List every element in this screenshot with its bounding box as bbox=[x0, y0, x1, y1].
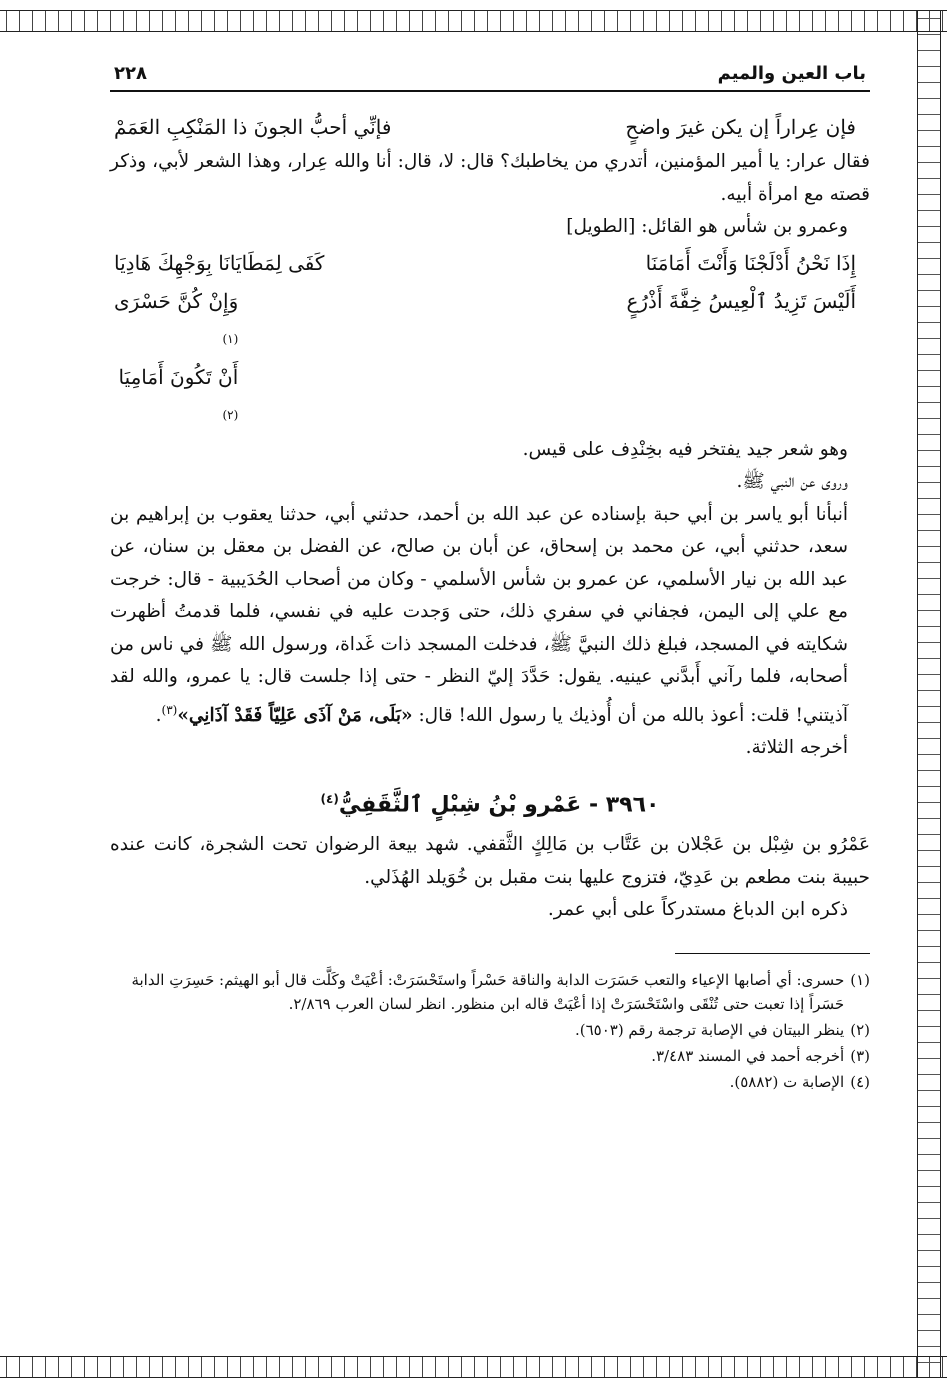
paragraph bbox=[110, 499, 870, 733]
footnote-number: (٢) bbox=[850, 1020, 870, 1039]
paragraph: ذكره ابن الدباغ مستدركاً على أبي عمر. bbox=[547, 899, 848, 921]
hadith-quote: «بَلَى، مَنْ آذَى عَلِيّاً فَقَدْ آذَانِي» bbox=[177, 704, 413, 726]
footnote-number: (٤) bbox=[850, 1072, 870, 1091]
footnote-text: حسرى: أي أصابها الإعياء والتعب حَسَرَت الدابة والناقة حَسْراً واستَحْسَرَتْ: أعْيَتْ وكَلَّت قال أبو الهيثم: حَسِرَتِ الدابة حَسَراً إذا تعبت حتى تُنْقَى واسْتَحْسَرَتْ إذا أعْيَتْ قاله ابن منظور. انظر لسان العرب ٢/٨٦٩. bbox=[131, 970, 845, 1013]
footnote-item bbox=[110, 1070, 870, 1094]
paragraph: أخرجه الثلاثة. bbox=[745, 737, 848, 759]
verse-hemistich-right: أَلَيْسَ تَزِيدُ ٱلْعِيسُ خِفَّةَ أَذْرُعٍ bbox=[626, 288, 856, 313]
verse-hemistich-right: فإن عِراراً إن يكن غيرَ واضحٍ bbox=[625, 115, 856, 139]
paragraph: فقال عرار: يا أمير المؤمنين، أتدري من يخاطبك؟ قال: لا، قال: أنا والله عِرار، وهذا الشعر لأبي، وذكر قصته مع امرأة أبيه. bbox=[110, 151, 870, 205]
footnote-divider bbox=[675, 953, 870, 954]
book-page bbox=[110, 52, 870, 1342]
footnote-text: ينظر البيتان في الإصابة ترجمة رقم (٦٥٠٣). bbox=[574, 1020, 845, 1039]
verse-hemistich-left: فإنِّي أحبُّ الجونَ ذا المَنْكِبِ العَمَمْ bbox=[114, 115, 392, 139]
footnote-ref: (٣) bbox=[161, 702, 178, 717]
verse-text: وَإِنْ كُنَّ حَسْرَى bbox=[114, 288, 239, 313]
decorative-border-right bbox=[917, 10, 941, 1378]
paragraph: عَمْرُو بن شِبْل بن عَجْلان بن عَتَّاب بن مَالِكٍ الثَّقفي. شهد بيعة الرضوان تحت الشجرة، كانت عنده حبيبة بنت مطعم بن عَدِيّ، فتزوج عليها بنت مقبل بن خُوَيلد الهُذَلي. bbox=[110, 834, 870, 888]
verse-line bbox=[110, 108, 870, 146]
footnote-text: أخرجه أحمد في المسند ٣/٤٨٣. bbox=[651, 1046, 845, 1065]
footnote-ref: (٢) bbox=[222, 407, 239, 422]
footnote-number: (١) bbox=[850, 970, 870, 989]
footnote-item bbox=[110, 1018, 870, 1042]
footnote-item bbox=[110, 968, 870, 1016]
page-number: ٢٢٨ bbox=[114, 63, 147, 84]
footnote-number: (٣) bbox=[850, 1046, 870, 1065]
paragraph: وروى عن النبي ﷺ. bbox=[736, 471, 848, 492]
verse-hemistich-right: إِذَا نَحْنُ أَدْلَجْنَا وَأَنْتَ أَمَامَنَا bbox=[645, 250, 856, 275]
verse-line bbox=[110, 282, 870, 434]
entry-heading-text: ٣٩٦٠ - عَمْرو بْنُ شِبْلٍ ٱلثَّقَفِيُّ bbox=[338, 791, 660, 817]
punctuation: . bbox=[155, 704, 162, 726]
entry-heading bbox=[110, 783, 870, 822]
verse-hemistich-left bbox=[114, 282, 238, 434]
page-header bbox=[110, 52, 870, 92]
verse-hemistich-left: كَفَى لِمَطَايَانَا بِوَجْهِكَ هَادِيَا bbox=[114, 250, 325, 275]
footnote-item bbox=[110, 1044, 870, 1068]
running-title: باب العين والميم bbox=[717, 63, 866, 84]
verse-text: أَنْ تَكُونَ أَمَامِيَا bbox=[118, 364, 239, 389]
decorative-border-top bbox=[0, 10, 947, 32]
footnote-ref: (١) bbox=[222, 331, 239, 346]
verse-line bbox=[110, 244, 870, 282]
footnotes bbox=[110, 968, 870, 1094]
footnote-text: الإصابة ت (٥٨٨٢). bbox=[729, 1072, 845, 1091]
footnote-ref: (٤) bbox=[320, 791, 339, 806]
page-body bbox=[110, 92, 870, 927]
decorative-border-bottom bbox=[0, 1356, 947, 1378]
paragraph: وهو شعر جيد يفتخر فيه بخِنْدِف على قيس. bbox=[522, 438, 848, 460]
paragraph: وعمرو بن شأس هو القائل: [الطويل] bbox=[566, 216, 848, 237]
hadith-text: أنبأنا أبو ياسر بن أبي حبة بإسناده عن عبد الله بن أحمد، حدثني أبي، حدثنا يعقوب بن إبراهيم بن سعد، حدثني أبي، عن محمد بن إسحاق، عن أبان بن صالح، عن الفضل بن معقل بن سنان، عن عبد الله بن نيار الأسلمي، عن عمرو بن شأس الأسلمي - وكان من أصحاب الحُدَيبية - قال: خرجت مع علي إلى اليمن، فجفاني في سفري ذلك، حتى وَجدت عليه في نفسي، فلما قدمتُ أظهرت شكايته في المسجد، فبلغ ذلك النبيَّ ﷺ، فدخلت المسجد ذات غَداة، ورسول الله ﷺ في ناس من أصحابه، فلما رآني أَبدَّني عينيه. يقول: حَدَّدَ إليّ النظر - حتى إذا جلست قال: يا عمرو، والله لقد آذيتني! قلت: أعوذ بالله من أن أُوذيك يا رسول الله! قال: bbox=[110, 503, 848, 726]
